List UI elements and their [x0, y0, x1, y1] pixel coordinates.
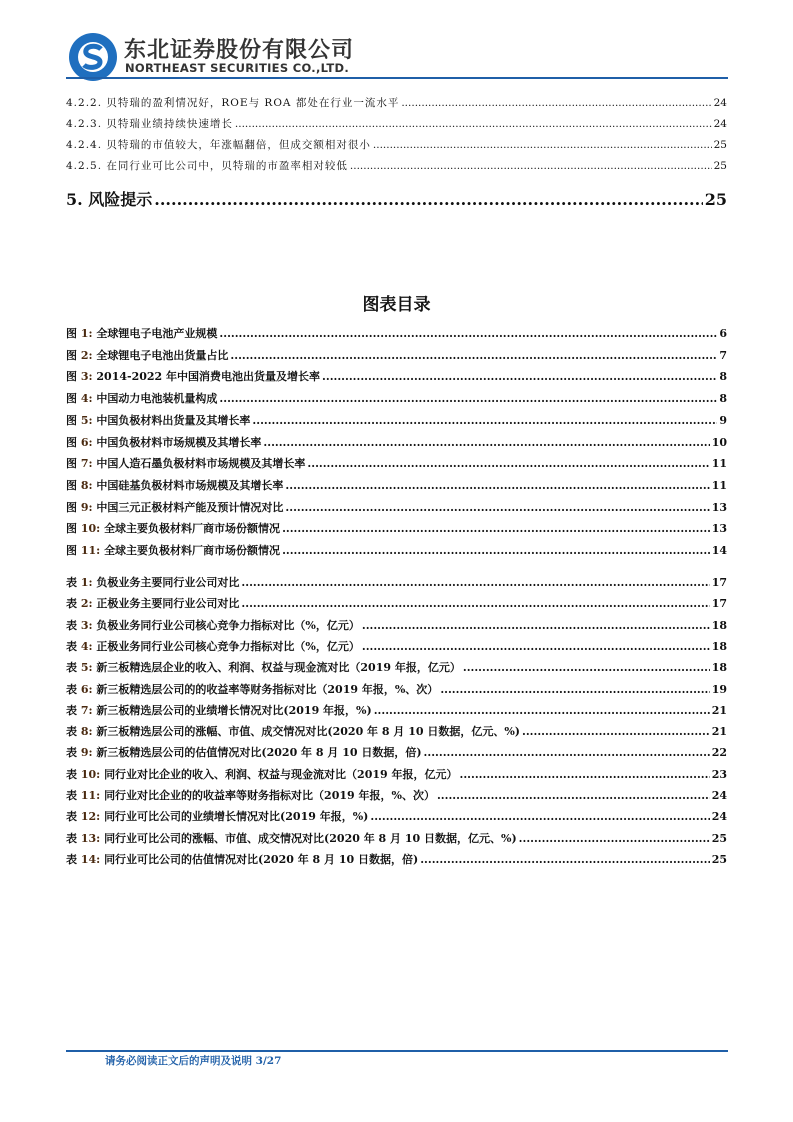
entry-prefix: 表 — [66, 725, 77, 739]
entry-number: 11: — [80, 789, 101, 802]
toc-entry[interactable] — [66, 574, 727, 595]
entry-label: 正极业务同行业公司核心竞争力指标对比（%，亿元） — [96, 639, 360, 653]
entry-label: 中国负极材料市场规模及其增长率 — [96, 435, 262, 449]
entry-prefix: 表 — [66, 597, 77, 611]
entry-number: 10: — [80, 522, 101, 536]
entry-number: 7: — [80, 703, 93, 717]
entry-page: 8 — [719, 370, 727, 384]
toc-entry[interactable] — [66, 744, 727, 765]
toc-entry[interactable] — [66, 638, 727, 659]
entry-number: 9: — [80, 746, 93, 760]
company-logo-icon — [68, 32, 118, 82]
entry-page: 17 — [711, 597, 727, 611]
entry-number: 3: — [80, 370, 93, 384]
dot-leader — [424, 746, 710, 759]
toc-entry[interactable] — [66, 499, 727, 520]
entry-page: 25 — [711, 831, 727, 845]
dot-leader — [285, 479, 709, 492]
dot-leader — [420, 853, 709, 866]
entry-page: 13 — [711, 522, 727, 536]
dot-leader — [374, 704, 710, 717]
toc-entry[interactable] — [66, 617, 727, 638]
entry-label: 新三板精选层公司的涨幅、市值、成交情况对比(2020 年 8 月 10 日数据，亿元、%) — [96, 725, 520, 739]
toc-entry[interactable] — [66, 412, 727, 433]
entry-prefix: 表 — [66, 703, 77, 717]
entry-page: 22 — [711, 746, 727, 760]
entry-number: 3: — [80, 618, 93, 632]
dot-leader — [440, 683, 709, 696]
toc-entry[interactable] — [66, 137, 727, 158]
entry-page: 11 — [711, 457, 727, 471]
toc-entry[interactable] — [66, 702, 727, 723]
entry-number: 4: — [80, 392, 93, 406]
entry-prefix: 表 — [66, 639, 77, 653]
toc-entry[interactable] — [66, 347, 727, 368]
entry-label: 全球主要负极材料厂商市场份额情况 — [104, 522, 281, 536]
toc-page: 25 — [704, 190, 727, 209]
header-divider — [66, 77, 728, 79]
entry-label: 全球主要负极材料厂商市场份额情况 — [104, 544, 281, 557]
entry-label: 新三板精选层企业的收入、利润、权益与现金流对比（2019 年报，亿元） — [96, 661, 461, 675]
entry-label: 新三板精选层公司的业绩增长情况对比(2019 年报，%) — [96, 703, 372, 717]
entry-prefix: 表 — [66, 810, 77, 824]
entry-label: 新三板精选层公司的估值情况对比(2020 年 8 月 10 日数据，倍) — [96, 746, 422, 760]
entry-prefix: 表 — [66, 746, 77, 760]
dot-leader — [322, 370, 717, 383]
entry-label: 正极业务主要同行业公司对比 — [96, 597, 240, 611]
entry-page: 18 — [711, 639, 727, 653]
toc-entry[interactable] — [66, 520, 727, 541]
entry-number: 13: — [80, 831, 101, 845]
entry-number: 8: — [80, 725, 93, 739]
toc-label: 5. 风险提示 — [66, 190, 153, 209]
entry-prefix: 图 — [66, 348, 77, 362]
entry-label: 中国负极材料出货量及其增长率 — [96, 413, 251, 427]
entry-label: 4.2.5. 在同行业可比公司中，贝特瑞的市盈率相对较低 — [66, 160, 348, 172]
company-name-cn: 东北证券股份有限公司 — [124, 38, 355, 63]
company-name-en: NORTHEAST SECURITIES CO.,LTD. — [125, 61, 349, 75]
dot-leader — [401, 97, 711, 109]
entry-number: 2: — [80, 348, 93, 362]
footer-disclaimer: 请务必阅读正文后的声明及说明 3/27 — [105, 1055, 282, 1067]
entry-prefix: 图 — [66, 500, 77, 514]
dot-leader — [460, 768, 710, 781]
entry-number: 6: — [80, 435, 93, 449]
entry-page: 7 — [719, 348, 727, 362]
entry-number: 6: — [80, 682, 93, 696]
toc-entry[interactable] — [66, 787, 727, 808]
dot-leader — [263, 436, 709, 449]
entry-page: 24 — [713, 118, 727, 130]
entry-number: 1: — [80, 327, 93, 340]
entry-number: 1: — [80, 576, 93, 589]
dot-leader — [350, 160, 712, 172]
toc-entry[interactable] — [66, 766, 727, 787]
toc-entry[interactable] — [66, 851, 727, 872]
toc-entry[interactable] — [66, 808, 727, 829]
dot-leader — [282, 522, 710, 535]
dot-leader — [519, 832, 710, 845]
entry-prefix: 表 — [66, 831, 77, 845]
entry-number: 2: — [80, 597, 93, 611]
entry-label: 同行业可比公司的估值情况对比(2020 年 8 月 10 日数据，倍) — [104, 852, 419, 866]
entry-page: 10 — [711, 435, 727, 449]
entry-page: 25 — [713, 139, 727, 151]
dot-leader — [370, 810, 709, 823]
toc-section-5[interactable] — [66, 187, 727, 210]
entry-number: 14: — [80, 852, 101, 866]
dot-leader — [437, 789, 710, 802]
entry-number: 12: — [80, 810, 101, 824]
dot-leader — [373, 139, 712, 151]
dot-leader — [241, 597, 709, 610]
entry-page: 6 — [719, 327, 727, 340]
toc-entry[interactable] — [66, 681, 727, 702]
entry-label: 全球锂电子电池产业规模 — [96, 327, 218, 340]
toc-entry[interactable] — [66, 325, 727, 346]
toc-entry[interactable] — [66, 659, 727, 680]
toc-entry[interactable] — [66, 542, 727, 563]
entry-page: 14 — [711, 544, 727, 557]
toc-entry[interactable] — [66, 595, 727, 616]
entry-label: 新三板精选层公司的的收益率等财务指标对比（2019 年报，%、次） — [96, 682, 439, 696]
entry-page: 18 — [711, 661, 727, 675]
entry-prefix: 表 — [66, 789, 77, 802]
entry-page: 25 — [711, 852, 727, 866]
entry-prefix: 图 — [66, 370, 77, 384]
dot-leader — [362, 619, 710, 632]
toc-entry[interactable] — [66, 116, 727, 137]
entry-page: 17 — [711, 576, 727, 589]
entry-prefix: 表 — [66, 661, 77, 675]
toc-entry[interactable] — [66, 830, 727, 851]
entry-page: 21 — [711, 703, 727, 717]
entry-label: 4.2.3. 贝特瑞业绩持续快速增长 — [66, 118, 233, 130]
dot-leader — [522, 725, 710, 738]
entry-page: 24 — [713, 97, 727, 109]
toc-entry[interactable] — [66, 455, 727, 476]
entry-prefix: 图 — [66, 522, 77, 536]
entry-prefix: 表 — [66, 852, 77, 866]
dot-leader — [252, 414, 717, 427]
entry-prefix: 表 — [66, 682, 77, 696]
entry-page: 19 — [711, 682, 727, 696]
toc-entry[interactable] — [66, 95, 727, 116]
entry-label: 中国动力电池装机量构成 — [96, 392, 218, 406]
toc-entry[interactable] — [66, 390, 727, 411]
entry-label: 同行业对比企业的的收益率等财务指标对比（2019 年报，%、次） — [104, 789, 435, 802]
entry-page: 18 — [711, 618, 727, 632]
entry-prefix: 图 — [66, 544, 77, 557]
entry-label: 中国硅基负极材料市场规模及其增长率 — [96, 478, 284, 492]
dot-leader — [282, 544, 710, 557]
dot-leader — [285, 501, 709, 514]
dot-leader — [219, 327, 717, 340]
entry-page: 9 — [719, 413, 727, 427]
toc-entry[interactable] — [66, 723, 727, 744]
entry-number: 4: — [80, 639, 93, 653]
entry-page: 13 — [711, 500, 727, 514]
entry-label: 负极业务同行业公司核心竞争力指标对比（%，亿元） — [96, 618, 360, 632]
entry-page: 8 — [719, 392, 727, 406]
entry-label: 同行业可比公司的业绩增长情况对比(2019 年报，%) — [104, 810, 369, 824]
dot-leader — [362, 640, 710, 653]
dot-leader — [219, 392, 717, 405]
toc-entry[interactable] — [66, 477, 727, 498]
entry-prefix: 图 — [66, 435, 77, 449]
entry-number: 9: — [80, 500, 93, 514]
entry-label: 4.2.4. 贝特瑞的市值较大，年涨幅翻倍，但成交额相对很小 — [66, 139, 371, 151]
entry-number: 5: — [80, 661, 93, 675]
toc-entry[interactable] — [66, 434, 727, 455]
entry-prefix: 图 — [66, 457, 77, 471]
entry-prefix: 图 — [66, 478, 77, 492]
entry-prefix: 图 — [66, 392, 77, 406]
entry-number: 10: — [80, 767, 101, 781]
entry-page: 11 — [711, 478, 727, 492]
entry-label: 全球锂电子电池出货量占比 — [96, 348, 229, 362]
dot-leader — [463, 661, 710, 674]
entry-page: 21 — [711, 725, 727, 739]
toc-entry[interactable] — [66, 368, 727, 389]
entry-prefix: 表 — [66, 618, 77, 632]
entry-label: 负极业务主要同行业公司对比 — [96, 576, 240, 589]
dot-leader — [241, 576, 709, 589]
entry-label: 同行业可比公司的涨幅、市值、成交情况对比(2020 年 8 月 10 日数据，亿元、%) — [104, 831, 517, 845]
entry-page: 23 — [711, 767, 727, 781]
dot-leader — [235, 118, 712, 130]
entry-label: 4.2.2. 贝特瑞的盈利情况好，ROE与 ROA 都处在行业一流水平 — [66, 97, 400, 109]
entry-prefix: 表 — [66, 767, 77, 781]
entry-page: 24 — [711, 789, 727, 802]
entry-number: 11: — [80, 544, 101, 557]
entry-label: 2014-2022 年中国消费电池出货量及增长率 — [96, 370, 321, 384]
dot-leader — [230, 349, 717, 362]
entry-label: 同行业对比企业的收入、利润、权益与现金流对比（2019 年报，亿元） — [104, 767, 458, 781]
entry-prefix: 图 — [66, 327, 77, 340]
entry-page: 25 — [713, 160, 727, 172]
entry-label: 中国三元正极材料产能及预计情况对比 — [96, 500, 284, 514]
footer-divider — [66, 1050, 728, 1052]
entry-number: 8: — [80, 478, 93, 492]
entry-prefix: 表 — [66, 576, 77, 589]
entry-number: 7: — [80, 457, 93, 471]
dot-leader — [307, 457, 709, 470]
entry-page: 24 — [711, 810, 727, 824]
figure-index-title: 图表目录 — [362, 295, 431, 315]
entry-number: 5: — [80, 413, 93, 427]
toc-entry[interactable] — [66, 158, 727, 179]
entry-label: 中国人造石墨负极材料市场规模及其增长率 — [96, 457, 306, 471]
entry-prefix: 图 — [66, 413, 77, 427]
